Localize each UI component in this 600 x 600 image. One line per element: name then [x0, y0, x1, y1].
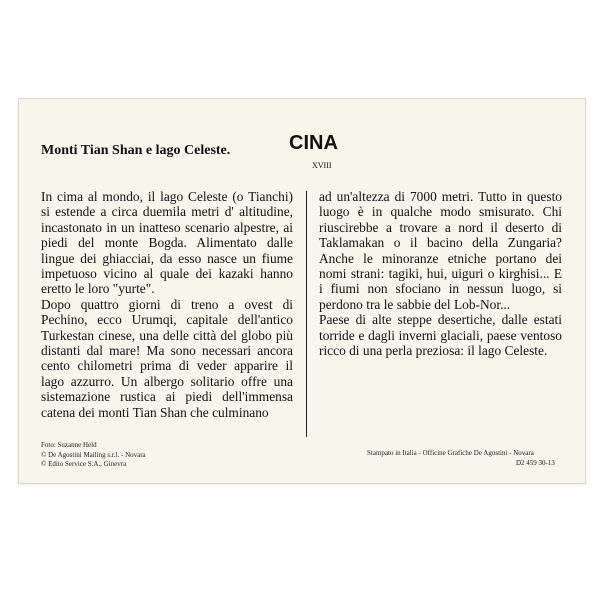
printer-info — [367, 449, 555, 468]
left-column — [41, 189, 293, 420]
left-paragraph-1: In cima al mondo, il lago Celeste (o Tianchi) si estende a circa duemila metri d' altitudine, incastonato in un inatteso scenario alpestre, ai piedi del monte Bogda. Alimentato dalle lingue dei ghiacciai, da esso nasce un fiume impetuoso vicino al quale dei kazaki hanno eretto le loro "yurte". — [41, 189, 293, 297]
country-title: CINA — [289, 132, 338, 154]
credits — [41, 441, 146, 470]
copyright-edito: © Edito Service S.A., Ginevra — [41, 460, 127, 468]
postcard-back — [18, 98, 586, 484]
card-code: D2 459 30-13 — [516, 458, 555, 467]
copyright-mailing: © De Agostini Mailing s.r.l. - Novara — [41, 450, 146, 459]
printed-in: Stampato in Italia - Officine Grafiche De Agostini - Novara — [367, 449, 534, 457]
left-paragraph-2: Dopo quattro giorni di treno a ovest di Pechino, ecco Urumqi, capitale dell'antico Turkestan cinese, una delle città del globo più distanti dal mare! Ma sono necessari ancora cento chilometri prima di veder apparire il lago azzurro. Un albergo solitario offre una sistemazione rustica ai piedi dell'immensa catena dei monti Tian Shan che culminano — [41, 296, 293, 420]
photo-credit: Foto: Suzanne Held — [41, 441, 97, 449]
right-paragraph-2: Paese di alte steppe desertiche, dalle estati torride e dagli inverni glaciali, paese ventoso ricco di una perla preziosa: il lago Celeste. — [319, 312, 562, 359]
card-number: XVIII — [312, 161, 332, 170]
right-column — [319, 189, 562, 358]
right-paragraph-1: ad un'altezza di 7000 metri. Tutto in questo luogo è in qualche modo smisurato. Chi riuscirebbe a trovare a nord il deserto di Taklamakan o il bacino della Zungaria? Anche le minoranze etniche portano dei nomi strani: tagiki, hui, uiguri o kirghisi... E i fiumi non sfociano in nessun luogo, si perdono tra le sabbie del Lob-Nor... — [319, 189, 562, 312]
column-divider — [306, 191, 307, 437]
card-subtitle: Monti Tian Shan e lago Celeste. — [41, 143, 231, 158]
